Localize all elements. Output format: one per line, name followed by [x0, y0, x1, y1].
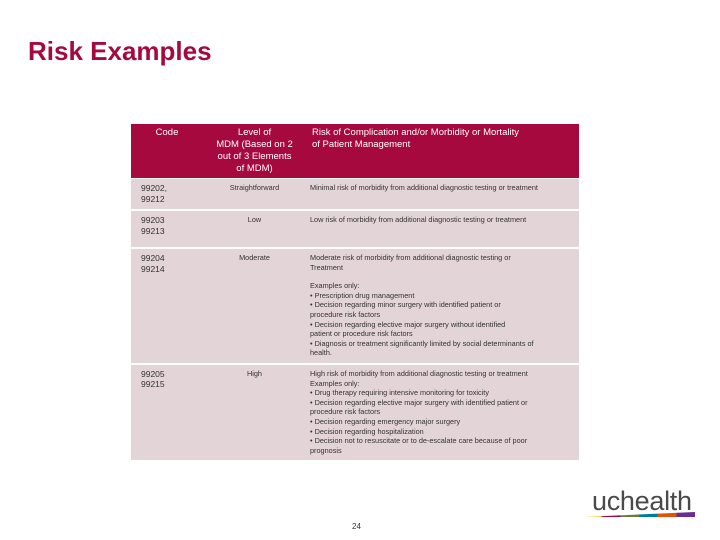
- header-level: [203, 124, 306, 179]
- cell-code: 99203 99213: [131, 210, 203, 248]
- table-row: [131, 248, 579, 364]
- cell-risk: Moderate risk of morbidity from additional diagnostic testing or Treatment Examples only: • Prescription drug management • Decision regarding minor surgery with identified patient or procedure risk factors • Decision regarding elective major surgery without identified patient or procedure risk factors • Diagnosis or treatment significantly limited by social determinants of health.: [306, 248, 579, 364]
- table-row: [131, 210, 579, 248]
- header-level-line: Level of: [237, 127, 272, 138]
- table-header-row: [131, 124, 579, 179]
- cell-risk: Minimal risk of morbidity from additional diagnostic testing or treatment: [306, 179, 579, 211]
- cell-code: 99205 99215: [131, 364, 203, 461]
- cell-code: 99204 99214: [131, 248, 203, 364]
- header-risk-line: Risk of Complication and/or Morbidity or Mortality: [312, 127, 519, 138]
- table-row: [131, 364, 579, 461]
- header-level-line: of MDM): [236, 163, 273, 174]
- header-code: Code: [131, 124, 203, 179]
- cell-level: High: [203, 364, 306, 461]
- cell-level: Straightforward: [203, 179, 306, 211]
- cell-level: Low: [203, 210, 306, 248]
- uchealth-logo: uchealth: [592, 486, 692, 516]
- page-number: 24: [352, 522, 361, 531]
- table-row: [131, 179, 579, 211]
- slide-title: Risk Examples: [28, 36, 212, 66]
- header-risk: [306, 124, 579, 179]
- cell-risk: Low risk of morbidity from additional diagnostic testing or treatment: [306, 210, 579, 248]
- risk-table: [131, 124, 579, 462]
- spacer: [310, 272, 573, 281]
- cell-code: 99202, 99212: [131, 179, 203, 211]
- cell-level: Moderate: [203, 248, 306, 364]
- header-level-line: MDM (Based on 2: [216, 139, 293, 150]
- cell-risk: High risk of morbidity from additional diagnostic testing or treatment Examples only: • Drug therapy requiring intensive monitoring for toxicity • Decision regarding elective major surgery with identified patient or procedure risk factors • Decision regarding emergency major surgery • Decision regarding hospitalization • Decision not to resuscitate or to de-escalate care because of poor prognosis: [306, 364, 579, 461]
- header-level-line: out of 3 Elements: [217, 151, 292, 162]
- header-risk-line: of Patient Management: [312, 139, 411, 150]
